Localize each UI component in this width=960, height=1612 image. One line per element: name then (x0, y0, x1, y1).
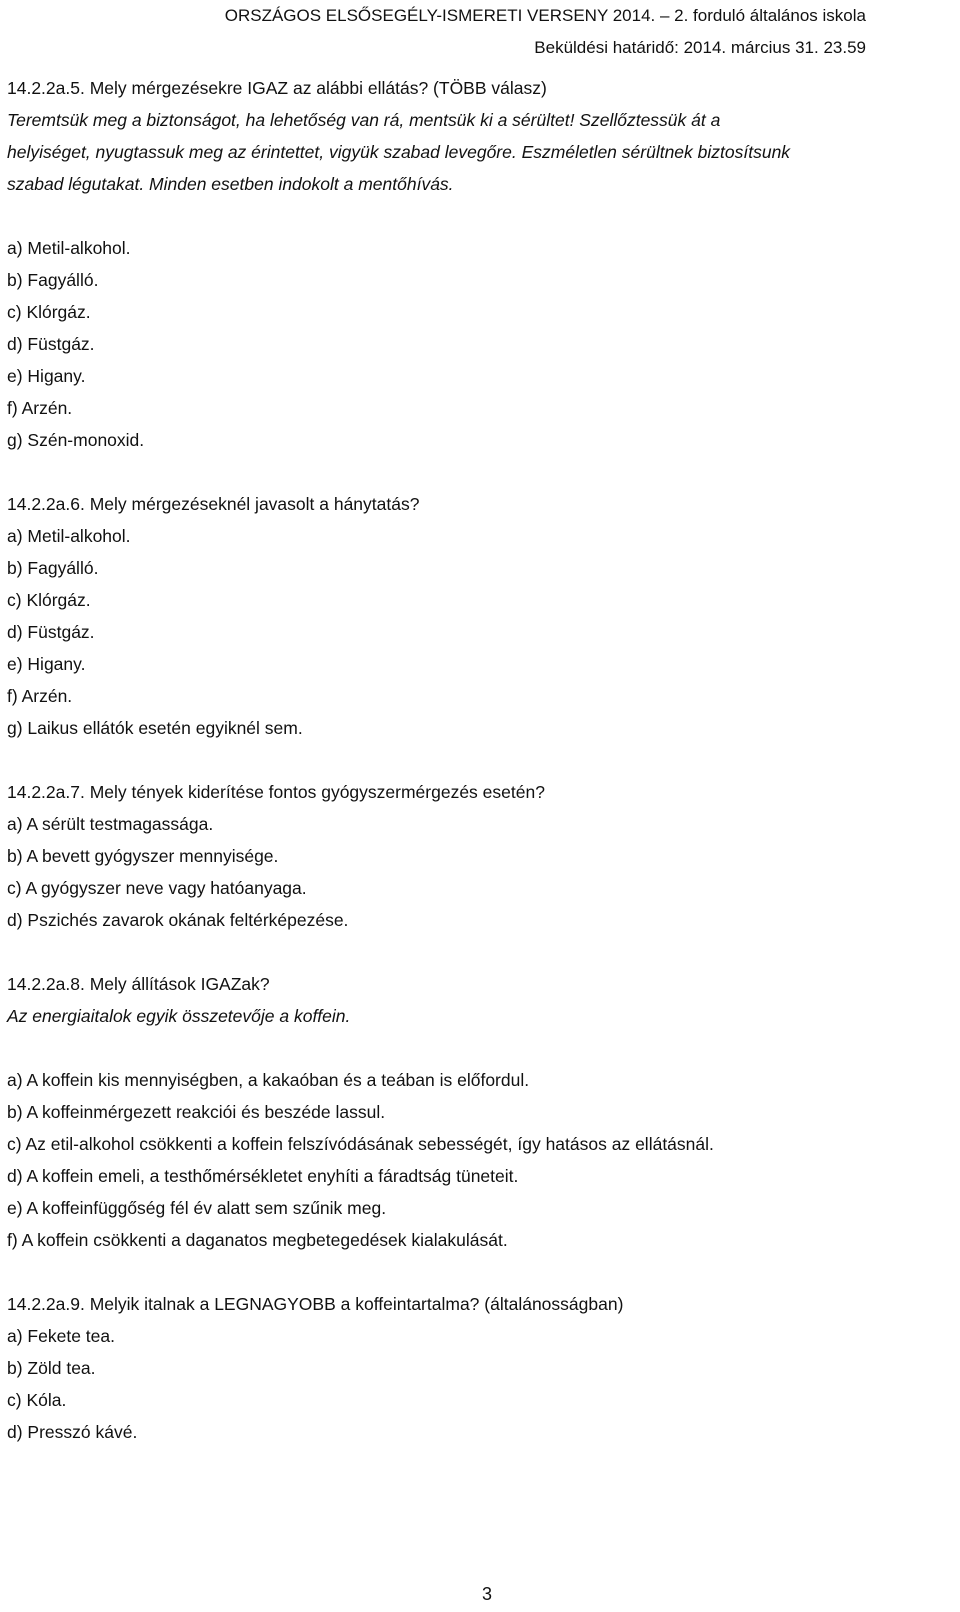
question-title: 14.2.2a.6. Mely mérgezéseknél javasolt a hánytatás? (7, 494, 420, 514)
answer-option: d) Füstgáz. (7, 622, 95, 642)
answer-option: e) Higany. (7, 654, 86, 674)
question-9 (7, 1288, 947, 1448)
answer-option: g) Szén-monoxid. (7, 430, 145, 450)
answer-option: e) Higany. (7, 366, 86, 386)
answer-option: g) Laikus ellátók esetén egyiknél sem. (7, 718, 303, 738)
question-intro-line: Az energiaitalok egyik összetevője a koffein. (7, 1006, 351, 1026)
header-deadline: Beküldési határidő: 2014. március 31. 23.59 (534, 38, 866, 57)
question-title: 14.2.2a.7. Mely tények kiderítése fontos gyógyszermérgezés esetén? (7, 782, 545, 802)
answer-option: c) Klórgáz. (7, 302, 91, 322)
answer-option: d) Füstgáz. (7, 334, 95, 354)
answer-option: a) A sérült testmagassága. (7, 814, 214, 834)
question-intro-line: szabad légutakat. Minden esetben indokolt a mentőhívás. (7, 174, 454, 194)
page-header (0, 0, 960, 64)
answer-option: c) Kóla. (7, 1390, 67, 1410)
question-intro-line: helyiséget, nyugtassuk meg az érintettet, vigyük szabad levegőre. Eszméletlen sérültnek biztosítsunk (7, 142, 791, 162)
answer-option: d) Pszichés zavarok okának feltérképezése. (7, 910, 349, 930)
answer-option: c) Az etil-alkohol csökkenti a koffein felszívódásának sebességét, így hatásos az ellátásnál. (7, 1134, 714, 1154)
answer-option: c) A gyógyszer neve vagy hatóanyaga. (7, 878, 307, 898)
question-7 (7, 776, 947, 936)
question-title: 14.2.2a.9. Melyik italnak a LEGNAGYOBB a koffeintartalma? (általánosságban) (7, 1294, 624, 1314)
question-title: 14.2.2a.8. Mely állítások IGAZak? (7, 974, 270, 994)
answer-option: f) A koffein csökkenti a daganatos megbetegedések kialakulását. (7, 1230, 508, 1250)
question-intro-line: Teremtsük meg a biztonságot, ha lehetőség van rá, mentsük ki a sérültet! Szellőztessük át a (7, 110, 721, 130)
answer-option: b) Zöld tea. (7, 1358, 96, 1378)
answer-option: d) A koffein emeli, a testhőmérsékletet enyhíti a fáradtság tüneteit. (7, 1166, 519, 1186)
answer-option: b) Fagyálló. (7, 558, 99, 578)
page-number-label: 3 (481, 1584, 492, 1604)
answer-option: f) Arzén. (7, 686, 73, 706)
answer-option: c) Klórgáz. (7, 590, 91, 610)
answer-option: b) A bevett gyógyszer mennyisége. (7, 846, 279, 866)
answer-option: e) A koffeinfüggőség fél év alatt sem szűnik meg. (7, 1198, 387, 1218)
answer-option: a) A koffein kis mennyiségben, a kakaóban és a teában is előfordul. (7, 1070, 530, 1090)
answer-option: a) Metil-alkohol. (7, 238, 131, 258)
document-body (7, 72, 947, 1448)
question-title: 14.2.2a.5. Mely mérgezésekre IGAZ az alábbi ellátás? (TÖBB válasz) (7, 78, 547, 98)
answer-option: d) Presszó kávé. (7, 1422, 138, 1442)
header-title: ORSZÁGOS ELSŐSEGÉLY-ISMERETI VERSENY 2014. – 2. forduló általános iskola (224, 6, 866, 25)
answer-option: a) Metil-alkohol. (7, 526, 131, 546)
question-6 (7, 488, 947, 744)
answer-option: a) Fekete tea. (7, 1326, 115, 1346)
question-8 (7, 968, 947, 1256)
answer-option: b) A koffeinmérgezett reakciói és beszéde lassul. (7, 1102, 386, 1122)
page-number (0, 1584, 960, 1605)
question-5 (7, 72, 947, 456)
answer-option: f) Arzén. (7, 398, 73, 418)
answer-option: b) Fagyálló. (7, 270, 99, 290)
